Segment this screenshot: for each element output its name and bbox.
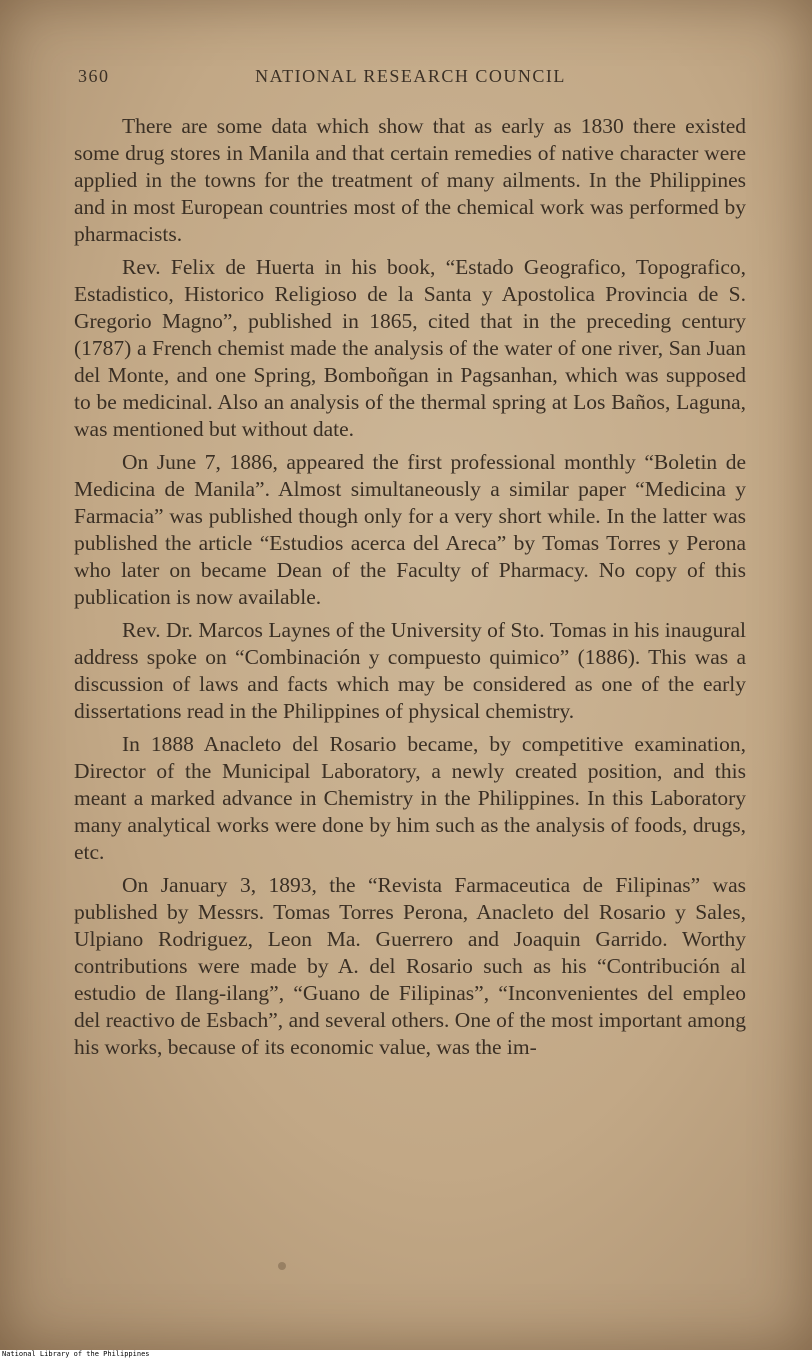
paragraph: Rev. Dr. Marcos Laynes of the University of Sto. Tomas in his inaugural address spoke on “Combinación y compuesto quimico” (1886). This was a discussion of laws and facts which may be considered as one of the early dissertations read in the Philippines of physical chemistry. xyxy=(74,618,746,723)
paragraph: Rev. Felix de Huerta in his book, “Estado Geografico, Topografico, Estadistico, Historico Religioso de la Santa y Apostolica Provincia de S. Gregorio Magno”, published in 1865, cited that in the preceding century (1787) a French chemist made the analysis of the water of one river, San Juan del Monte, and one Spring, Bomboñgan in Pagsanhan, which was supposed to be medicinal. Also an analysis of the thermal spring at Los Baños, Laguna, was mentioned but without date. xyxy=(74,255,746,441)
library-credit: National Library of the Philippines xyxy=(0,1350,812,1358)
page-number: 360 xyxy=(78,66,110,86)
body-text xyxy=(74,113,746,1067)
paragraph: On January 3, 1893, the “Revista Farmaceutica de Filipinas” was published by Messrs. Tomas Torres Perona, Anacleto del Rosario y Sales, Ulpiano Rodriguez, Leon Ma. Guerrero and Joaquin Garrido. Worthy contributions were made by A. del Rosario such as his “Contribución al estudio de Ilang-ilang”, “Guano de Filipinas”, “Inconvenientes del empleo del reactivo de Esbach”, and several others. One of the most important among his works, because of its economic value, was the im- xyxy=(74,873,746,1059)
paragraph: There are some data which show that as early as 1830 there existed some drug stores in Manila and that certain remedies of native character were applied in the towns for the treatment of many ailments. In the Philippines and in most European countries most of the chemical work was performed by pharmacists. xyxy=(74,114,746,246)
paper-speck xyxy=(278,1262,286,1270)
page-header xyxy=(78,66,743,94)
paragraph: In 1888 Anacleto del Rosario became, by competitive examination, Director of the Municipal Laboratory, a newly created position, and this meant a marked advance in Chemistry in the Philippines. In this Laboratory many analytical works were done by him such as the analysis of foods, drugs, etc. xyxy=(74,732,746,864)
running-head: NATIONAL RESEARCH COUNCIL xyxy=(255,66,566,86)
paragraph: On June 7, 1886, appeared the first professional monthly “Boletin de Medicina de Manila”. Almost simultaneously a similar paper “Medicina y Farmacia” was published though only for a very short while. In the latter was published the article “Estudios acerca del Areca” by Tomas Torres y Perona who later on became Dean of the Faculty of Pharmacy. No copy of this publication is now available. xyxy=(74,450,746,609)
